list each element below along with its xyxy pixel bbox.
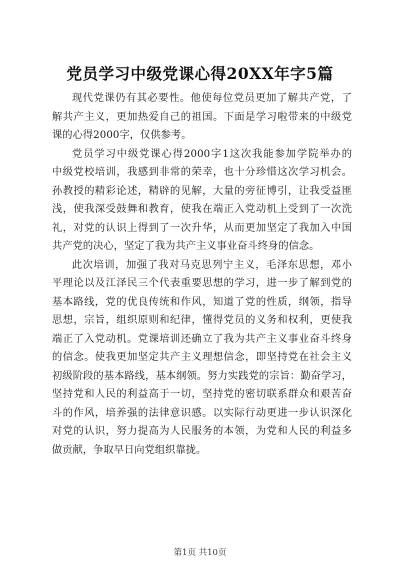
paragraph-line: 浅，使我深受鼓舞和教育，使我在端正入党动机上受到了一次洗 — [52, 204, 352, 215]
paragraph-line: 坚持党和人民的利益高于一切，坚持党的密切联系群众和艰苦奋 — [52, 389, 352, 400]
paragraph-line: 礼，对党的认识上得到了一次升华，从而更加坚定了我加入中国 — [52, 222, 352, 234]
document-title: 党员学习中级党课心得20XX年字5篇 — [66, 64, 334, 83]
paragraph-line: 思想，宗旨，组织原则和纪律，懂得党员的义务和权利，更使我 — [52, 315, 352, 326]
paragraph-line: 党员学习中级党课心得2000字1这次我能参加学院举办的 — [72, 148, 352, 160]
paragraph-line: 孙教授的精彩论述，精辟的见解，大量的旁征博引，让我受益匪 — [52, 185, 352, 197]
paragraph-line: 课的心得2000字，仅供参考。 — [52, 130, 192, 141]
paragraph-line: 初级阶段的基本路线，基本纲领。努力实践党的宗旨：勤奋学习， — [52, 370, 352, 382]
paragraph-line: 基本路线，党的优良传统和作风，知道了党的性质，纲领，指导 — [52, 296, 352, 308]
paragraph-line: 对党的认识，努力提高为人民服务的本领，为党和人民的利益多 — [52, 426, 352, 437]
paragraph-line: 斗的作风，培养强的法律意识感。以实际行动更进一步认识深化 — [52, 407, 352, 419]
paragraph-line: 的信念。使我更加坚定共产主义理想信念，即坚持党在社会主义 — [52, 352, 352, 363]
paragraph-line: 现代党课仍有其必要性。他使每位党员更加了解共产党，了 — [72, 93, 352, 104]
paragraph-line: 此次培训，加强了我对马克思列宁主义，毛泽东思想，邓小 — [72, 259, 352, 271]
paragraph-line: 共产党的决心，坚定了我为共产主义事业奋斗终身的信念。 — [52, 241, 320, 252]
page-footer: 第1页 共10页 — [173, 548, 227, 558]
paragraph-line: 中级党校培训，我感到非常的荣幸，也十分珍惜这次学习机会。 — [52, 167, 352, 178]
document-body — [52, 90, 352, 460]
paragraph — [52, 146, 352, 257]
paragraph-line: 端正了入党动机。党课培训还确立了我为共产主义事业奋斗终身 — [52, 333, 352, 345]
paragraph-line: 解共产主义，更加热爱自己的祖国。下面是学习啦带来的中级党 — [52, 111, 352, 123]
paragraph-line: 做贡献，争取早日向党组织靠拢。 — [52, 444, 207, 456]
paragraph — [52, 90, 352, 146]
paragraph — [52, 257, 352, 461]
paragraph-line: 平理论以及江泽民三个代表重要思想的学习，进一步了解到党的 — [52, 278, 352, 289]
